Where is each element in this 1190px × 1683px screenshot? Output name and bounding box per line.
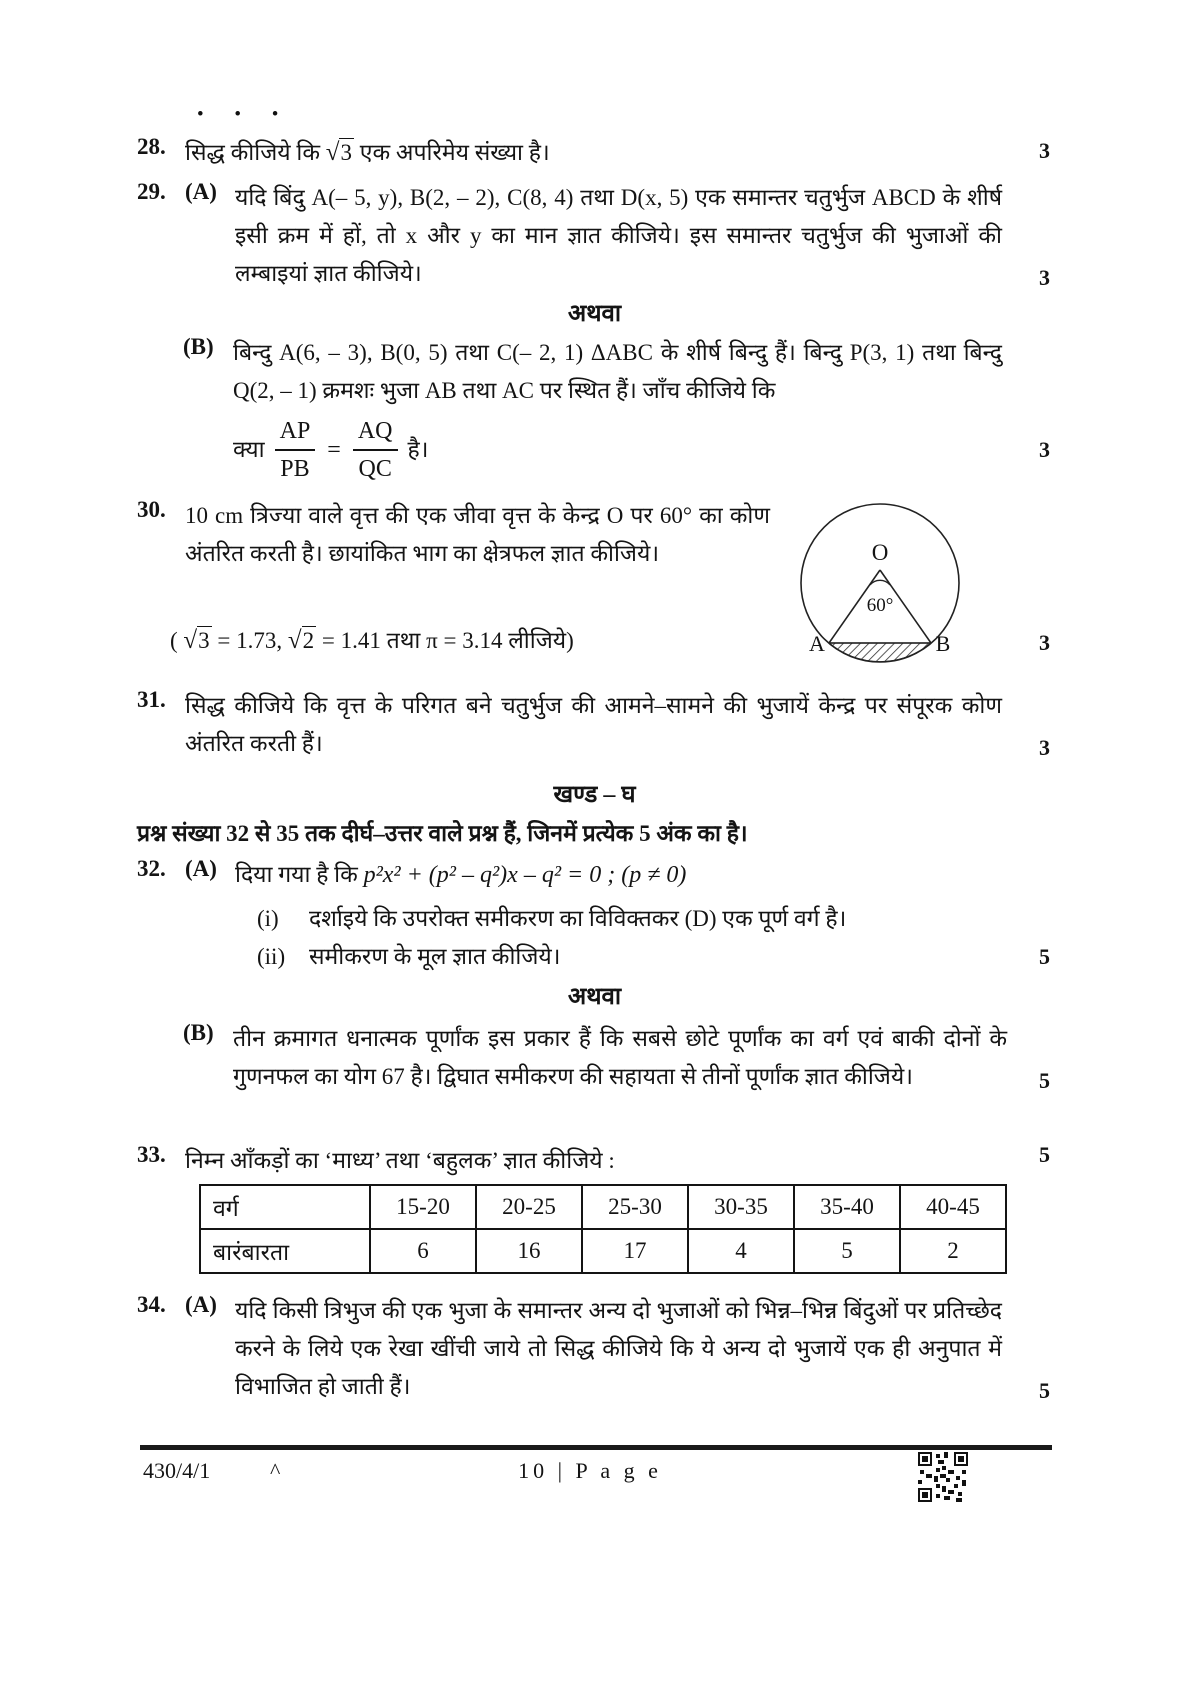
frequency-value: 17 (582, 1229, 688, 1273)
class-interval: 40-45 (900, 1185, 1006, 1229)
item-ii (257, 938, 1172, 976)
values-text-part: = 1.73, (211, 628, 288, 653)
section-intro: प्रश्न संख्या 32 से 35 तक दीर्घ–उत्तर वाले प्रश्न हैं, जिनमें प्रत्येक 5 अंक का है। (137, 821, 748, 846)
marks-badge: 3 (1039, 735, 1050, 760)
table-row-classes (200, 1185, 1006, 1229)
radical-sign: √ (287, 627, 302, 654)
class-interval: 15-20 (370, 1185, 476, 1229)
question-text: बिन्दु A(6, – 3), B(0, 5) तथा C(– 2, 1) ΔABC के शीर्ष बिन्दु हैं। बिन्दु P(3, 1) तथा बिन्दु Q(2, – 1) क्रमशः भुजा AB तथा AC पर स्थित हैं। जाँच कीजिये कि (233, 340, 1002, 403)
marks-badge: 5 (1039, 944, 1050, 969)
frequency-value: 5 (794, 1229, 900, 1273)
subpart-label: (B) (183, 334, 214, 359)
question-text: यदि बिंदु A(– 5, y), B(2, – 2), C(8, 4) तथा D(x, 5) एक समान्तर चतुर्भुज ABCD के शीर्ष इसी क्रम में हों, तो x और y का मान ज्ञात कीजिये। इस समान्तर चतुर्भुज की भुजाओं की लम्बाइयां ज्ञात कीजिये। (235, 185, 1002, 286)
item-label: (ii) (257, 944, 286, 969)
question-number: 29. (137, 179, 166, 204)
quadratic-equation: p²x² + (p² – q²)x – q² = 0 ; (p ≠ 0) (363, 862, 687, 888)
shaded-segment (829, 643, 931, 662)
question-text (185, 134, 1052, 172)
question-text-part: एक अपरिमेय संख्या है। (353, 140, 550, 165)
class-interval: 30-35 (688, 1185, 794, 1229)
class-interval: 35-40 (794, 1185, 900, 1229)
frequency-table (199, 1184, 1007, 1274)
point-a-label: A (809, 631, 825, 656)
equation-prefix: क्या (233, 437, 265, 462)
class-interval: 20-25 (476, 1185, 582, 1229)
paper-code: 430/4/1 (143, 1458, 211, 1483)
values-open: ( (170, 628, 184, 653)
item-label: (i) (257, 906, 279, 931)
question-34a (137, 1292, 1052, 1406)
question-number: 32. (137, 856, 166, 881)
row-header-frequency: बारंबारता (200, 1229, 370, 1273)
marks-badge: 3 (1039, 630, 1050, 655)
circle-diagram (793, 498, 968, 678)
equals-sign: = (327, 437, 341, 463)
question-29b (183, 334, 1052, 410)
subpart-label: (B) (183, 1020, 214, 1045)
fraction-numerator: AQ (353, 416, 398, 451)
fraction-ap-pb (275, 416, 316, 484)
frequency-value: 16 (476, 1229, 582, 1273)
question-number: 33. (137, 1142, 166, 1167)
question-text: निम्न आँकड़ों का ‘माध्य’ तथा ‘बहुलक’ ज्ञात कीजिये : (185, 1148, 615, 1173)
item-text: समीकरण के मूल ज्ञात कीजिये। (309, 944, 561, 969)
question-32a (137, 856, 1052, 894)
question-number: 31. (137, 687, 166, 712)
angle-label: 60° (866, 595, 894, 616)
question-number: 28. (137, 134, 166, 159)
question-text: तीन क्रमागत धनात्मक पूर्णांक इस प्रकार हैं कि सबसे छोटे पूर्णांक का वर्ग एवं बाकी दोनों के गुणनफल का योग 67 है। द्विघात समीकरण की सहायता से तीनों पूर्णांक ज्ञात कीजिये। (233, 1026, 1007, 1089)
fraction-denominator: QC (358, 456, 392, 482)
row-header-class: वर्ग (200, 1185, 370, 1229)
section-title: खण्ड – घ (553, 782, 636, 808)
question-29a (137, 179, 1052, 293)
marks-badge: 3 (1039, 437, 1050, 462)
radical-sign: √ (325, 139, 340, 166)
fraction-denominator: PB (280, 456, 310, 482)
footer-caret: ^ (270, 1458, 281, 1483)
or-separator: अथवा (567, 301, 622, 327)
table-row-frequencies (200, 1229, 1006, 1273)
values-text-part: = 1.41 तथा π = 3.14 लीजिये) (316, 628, 574, 653)
fraction-aq-qc (353, 416, 398, 484)
question-text: सिद्ध कीजिये कि वृत्त के परिगत बने चतुर्भुज की आमने–सामने की भुजायें केन्द्र पर संपूरक कोण अंतरित करती हैं। (185, 693, 1002, 756)
or-separator: अथवा (567, 984, 622, 1010)
radical-sign: √ (183, 627, 198, 654)
question-number: 34. (137, 1292, 166, 1317)
question-28 (137, 134, 1052, 172)
question-32a-items (137, 900, 1172, 976)
question-33 (137, 1142, 1052, 1180)
marks-badge: 3 (1039, 138, 1050, 163)
question-text: 10 cm त्रिज्या वाले वृत्त की एक जीवा वृत्त के केन्द्र O पर 60° का कोण अंतरित करती है। छायांकित भाग का क्षेत्रफल ज्ञात कीजिये। (185, 503, 770, 566)
fraction-numerator: AP (275, 416, 316, 451)
frequency-value: 2 (900, 1229, 1006, 1273)
marks-badge: 5 (1039, 1378, 1050, 1403)
subpart-label: (A) (185, 179, 217, 204)
point-b-label: B (935, 631, 951, 656)
frequency-value: 4 (688, 1229, 794, 1273)
center-label: O (871, 540, 889, 565)
question-text (235, 856, 1052, 894)
marks-badge: 5 (1039, 1068, 1050, 1093)
question-31 (137, 687, 1052, 763)
frequency-value: 6 (370, 1229, 476, 1273)
question-text-part: सिद्ध कीजिये कि (185, 140, 326, 165)
top-dots: • • • (197, 104, 292, 125)
footer-rule (140, 1445, 1052, 1450)
page-number-label: 10 | P a g e (518, 1458, 662, 1483)
item-i (257, 900, 1172, 938)
subpart-label: (A) (185, 856, 217, 881)
question-text: यदि किसी त्रिभुज की एक भुजा के समान्तर अन्य दो भुजाओं को भिन्न–भिन्न बिंदुओं पर प्रतिच्छेद करने के लिये एक रेखा खींची जाये तो सिद्ध कीजिये कि ये अन्य दो भुजायें एक ही अनुपात में विभाजित हो जाती हैं। (235, 1298, 1002, 1399)
qr-code (918, 1452, 968, 1502)
marks-badge: 3 (1039, 265, 1050, 290)
radicand: 3 (340, 140, 352, 165)
question-29b-equation-line (233, 416, 1052, 484)
radicand: 2 (302, 628, 315, 653)
question-32b (183, 1020, 1052, 1096)
item-text: दर्शाइये कि उपरोक्त समीकरण का विविक्तकर (D) एक पूर्ण वर्ग है। (309, 906, 847, 931)
marks-badge: 5 (1039, 1142, 1050, 1167)
equation-suffix: है। (407, 437, 429, 462)
equation-lead: दिया गया है कि (235, 862, 364, 887)
subpart-label: (A) (185, 1292, 217, 1317)
radicand: 3 (198, 628, 210, 653)
question-number: 30. (137, 497, 166, 522)
class-interval: 25-30 (582, 1185, 688, 1229)
